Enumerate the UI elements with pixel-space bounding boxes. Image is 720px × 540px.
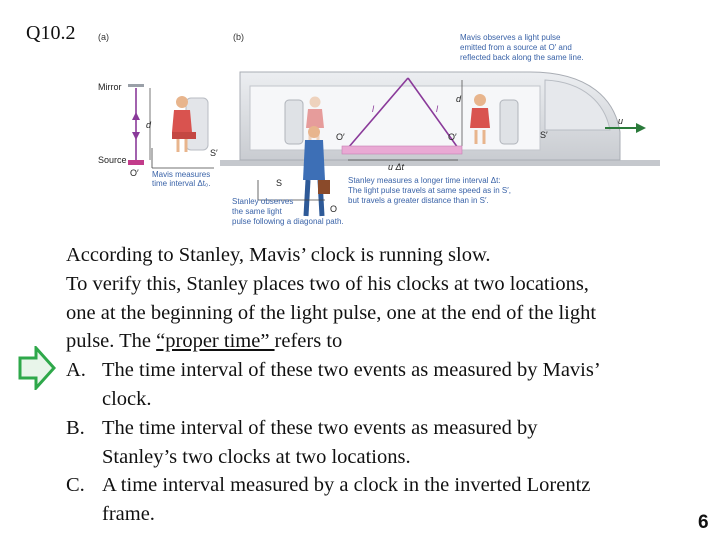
line4-before: pulse. The (66, 330, 157, 353)
mavis-note-line1: Mavis observes a light pulse (460, 33, 561, 42)
stanley-frame-label: S (276, 178, 283, 188)
option-b-text-2: Stanley’s two clocks at two locations. (102, 445, 411, 468)
panel-b-d-label: d (456, 94, 462, 104)
stanley-note-line3: pulse following a diagonal path. (232, 217, 344, 226)
proper-time-term: “proper time” (156, 330, 275, 353)
panel-b-frame-label: S′ (540, 130, 548, 140)
figure-svg (90, 20, 690, 242)
question-body (66, 241, 706, 529)
source-trail (342, 146, 462, 154)
panel-a-tag: (a) (98, 32, 109, 42)
mavis-a-head (176, 96, 188, 108)
mirror-label: Mirror (98, 82, 122, 92)
pulse-up-arrow-icon (132, 112, 140, 120)
stanley-caption-line3: but travels a greater distance than in S′. (348, 196, 489, 205)
seat-b-right (500, 100, 518, 144)
question-line-2: To verify this, Stanley places two of his clocks at two locations, (66, 272, 589, 295)
path-l-label-left: l (372, 104, 374, 114)
option-b-text-1: The time interval of these two events as measured by (102, 416, 538, 439)
mirror (128, 84, 144, 87)
light-source (128, 160, 144, 165)
question-line-4 (66, 327, 706, 356)
question-line-1: According to Stanley, Mavis’ clock is running slow. (66, 244, 491, 266)
page-number: 6 (698, 512, 709, 533)
source-label: Source (98, 155, 127, 165)
option-a-text-2: clock. (102, 387, 152, 410)
velocity-arrow-icon (636, 123, 646, 133)
panel-a-d-label: d (146, 120, 152, 130)
mavis-note-line3: reflected back along the same line. (460, 53, 584, 62)
mavis-a-legs (172, 132, 196, 139)
green-right-arrow-icon (18, 346, 56, 390)
mavis-caption-line2: time interval Δt₀. (152, 179, 211, 188)
seat-b-left (285, 100, 303, 144)
question-line-3: one at the beginning of the light pulse, one at the end of the light (66, 301, 597, 324)
stanley-caption-line2: The light pulse travels at same speed as in S′, (348, 186, 511, 195)
panel-b-tag: (b) (233, 32, 244, 42)
u-dt-label: u Δt (388, 162, 405, 172)
mavis-note-line2: emitted from a source at O′ and (460, 43, 572, 52)
option-c-text-2: frame. (102, 503, 155, 526)
panel-b-origin-left: O′ (336, 132, 345, 142)
mavis-caption-line1: Mavis measures (152, 170, 211, 179)
path-l-label-right: l (436, 104, 438, 114)
option-a-letter: A. (66, 359, 86, 382)
line4-after: refers to (274, 330, 343, 353)
stanley-note-line1: Stanley observes (232, 197, 294, 206)
stanley-caption-line1: Stanley measures a longer time interval Δt: (348, 176, 501, 185)
option-c-text-1: A time interval measured by a clock in the inverted Lorentz (102, 474, 591, 497)
rail (220, 160, 660, 166)
pulse-down-arrow-icon (132, 132, 140, 140)
velocity-label: u (618, 116, 624, 126)
option-a[interactable] (66, 356, 706, 385)
stanley-origin-label: O (330, 204, 338, 214)
option-b-letter: B. (66, 416, 85, 439)
panel-b-origin-right: O′ (448, 132, 457, 142)
option-b[interactable] (66, 414, 706, 443)
panel-a-origin-label: O′ (130, 168, 139, 178)
option-c-letter: C. (66, 474, 85, 497)
question-number: Q10.2 (26, 22, 76, 44)
option-c[interactable] (66, 471, 706, 500)
option-a-text-1: The time interval of these two events as measured by Mavis’ (102, 359, 601, 382)
stanley-note-line2: the same light (232, 207, 282, 216)
light-clock-figure (90, 20, 690, 242)
mavis-a-body (172, 110, 192, 132)
panel-a-frame-label: S′ (210, 148, 218, 158)
